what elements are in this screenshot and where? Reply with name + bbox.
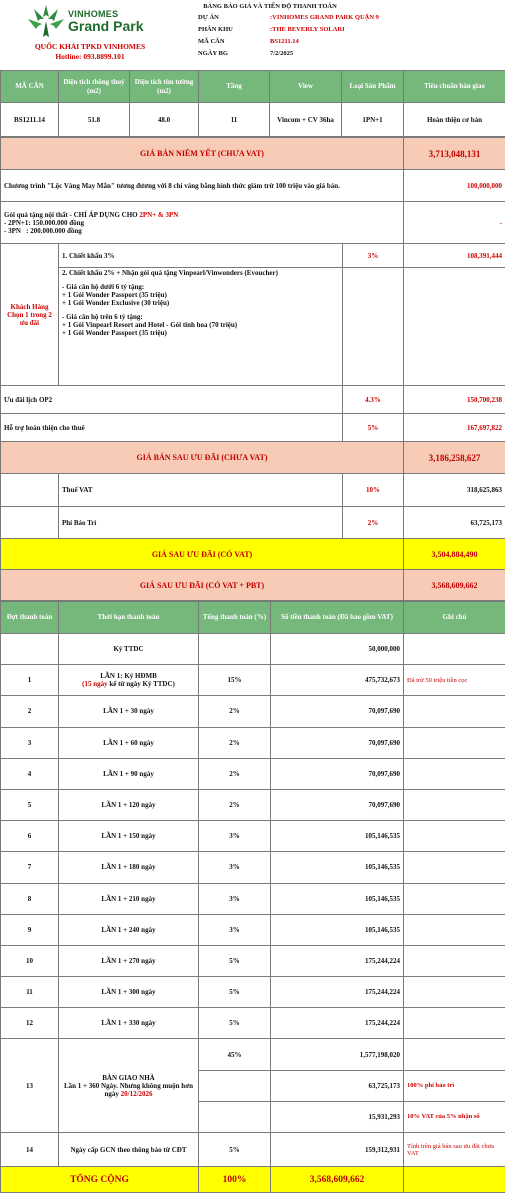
vat-value: 318,625,863 — [404, 474, 505, 507]
payment-schedule-table — [0, 601, 505, 1193]
header: VINHOMES Grand Park QUỐC KHẢI TPKD VINHOMES Hotline: 093.8899.101 BẢNG BÁO GIÁ VÀ TIẾN ĐỘ THANH TOÁN DỰ ÁN :VINHOMES GRAND PARK QUẬN 9 PHÂN KHU :THE BEVERLY SOLARI MÃ CĂN BS1211.14 NGÀY BG 7/2/2025 — [0, 0, 505, 70]
option-1-pct: 3% — [343, 244, 404, 268]
furniture-gift-text: Gói quà tặng nội thất - CHỈ ÁP DỤNG CHO 2PN+ & 3PN - 2PN+1: 150.000.000 đồng - 3PN : 200.000.000 đồng — [1, 202, 404, 244]
promo-gold-value: 100,000,000 — [404, 170, 505, 202]
price-with-vat-row — [1, 539, 505, 570]
deposit-row — [1, 634, 505, 665]
col-product-type: Loại Sản Phẩm — [342, 71, 404, 103]
option-2-text: 2. Chiết khấu 2% + Nhận gói quà tặng Vinpearl/Vinwonders (Evoucher) - Giá căn hộ dưới 6 tỷ tặng: + 1 Gói Wonder Passport (35 triệu) + 1 Gói Wonder Exclusive (30 triệu) - Giá căn hộ trên 6 tỷ tặng: + 1 Gói Vinpearl Resort and Hotel - Gói tinh hoa (70 triệu) + 1 Gói Wonder Passport (35 triệu) — [59, 268, 343, 386]
agency-hotline: Hotline: 093.8899.101 — [55, 52, 125, 61]
col-percent: Tổng thanh toán (%) — [199, 602, 271, 634]
leaf-logo-icon — [26, 3, 66, 41]
unit-spec-table — [0, 70, 505, 137]
spec-header-row — [1, 71, 505, 103]
col-floor: Tầng — [199, 71, 270, 103]
installment-row: 6 LẦN 1 + 150 ngày 3% 105,146,535 — [1, 821, 505, 852]
installment-row: 3 LẦN 1 + 60 ngày 2% 70,097,690 — [1, 727, 505, 758]
handover-vat-row: 15,931,293 10% VAT của 5% nhận sổ — [1, 1101, 505, 1132]
finish-value: 167,697,822 — [404, 414, 505, 442]
finish-pct: 5% — [343, 414, 404, 442]
promo-gold-text: Chương trình "Lộc Vàng May Mắn" tương đương với 8 chỉ vàng bằng hình thức giảm trừ 100 triệu vào giá bán. — [1, 170, 404, 202]
installment-row: 4 LẦN 1 + 90 ngày 2% 70,097,690 — [1, 758, 505, 789]
installment-row: 1 LẦN 1: Ký HĐMB (15 ngày kể từ ngày Ký TTDC) 15% 475,732,673 Đã trừ 50 triệu tiền cọc — [1, 665, 505, 696]
schedule-header-row — [1, 602, 505, 634]
rental-finish-row — [1, 414, 505, 442]
gift-highlight: 2PN+ & 3PN — [139, 210, 179, 219]
spec-data-row: BS1211.14 51.8 48.0 11 Vincom + CV 36ha 1PN+1 Hoàn thiện cơ bản — [1, 103, 505, 137]
brand-name-line1: VINHOMES — [68, 9, 119, 19]
installment-row: 12 LẦN 1 + 330 ngày 5% 175,244,224 — [1, 1008, 505, 1039]
col-view: View — [270, 71, 342, 103]
op2-pct: 4.3% — [343, 386, 404, 414]
after-discount-row — [1, 442, 505, 474]
certificate-row: 14 Ngày cấp GCN theo thông báo từ CĐT 5% 159,312,931 Tính trên giá bán sau ưu đãi chưa VAT — [1, 1133, 505, 1167]
total-row — [1, 1167, 505, 1193]
maintenance-value: 63,725,173 — [404, 507, 505, 539]
handover-label: BÀN GIAO NHÀ Lần 1 + 360 Ngày. Nhưng không muộn hơn ngày 20/12/2026 — [59, 1039, 199, 1133]
installment-row: 8 LẦN 1 + 210 ngày 3% 105,146,535 — [1, 883, 505, 914]
col-due: Thời hạn thanh toán — [59, 602, 199, 634]
finish-label: Hỗ trợ hoàn thiện cho thuê — [1, 414, 343, 442]
choice-label: Khách Hàng Chọn 1 trong 2 ưu đãi — [1, 244, 59, 386]
furniture-gift-value: - — [404, 202, 505, 244]
col-gross-area: Diện tích tim tường (m2) — [130, 71, 199, 103]
after-discount-label: GIÁ BÁN SAU ƯU ĐÃI (CHƯA VAT) — [1, 442, 404, 474]
agency-block — [20, 42, 160, 62]
col-note: Ghi chú — [404, 602, 505, 634]
brand-name-line2: Grand Park — [68, 18, 144, 34]
pricing-table — [0, 137, 505, 601]
installment-row: 11 LẦN 1 + 300 ngày 5% 175,244,224 — [1, 977, 505, 1008]
op2-value: 150,700,238 — [404, 386, 505, 414]
vat-row — [1, 474, 505, 507]
vat-label: Thuế VAT — [59, 474, 343, 507]
col-amount: Số tiền thanh toán (Đã bao gồm VAT) — [271, 602, 404, 634]
installment-row: 5 LẦN 1 + 120 ngày 2% 70,097,690 — [1, 789, 505, 820]
option-2-row — [1, 268, 505, 386]
installment-row: 10 LẦN 1 + 270 ngày 5% 175,244,224 — [1, 945, 505, 976]
list-price-value: 3,713,048,131 — [404, 138, 505, 170]
col-installment: Đợt thanh toán — [1, 602, 59, 634]
deposit-label: Ký TTDC — [59, 634, 199, 665]
option-1-text: 1. Chiết khấu 3% — [59, 244, 343, 268]
after-discount-value: 3,186,258,627 — [404, 442, 505, 474]
price-with-vat-pbt-value: 3,568,609,662 — [404, 570, 505, 601]
deposit-value: 50,000,000 — [271, 634, 404, 665]
handover-deadline: 20/12/2026 — [120, 1089, 153, 1098]
op2-label: Ưu đãi lịch OP2 — [1, 386, 343, 414]
price-with-vat-label: GIÁ SAU ƯU ĐÃI (CÓ VAT) — [1, 539, 404, 570]
vat-pct: 10% — [343, 474, 404, 507]
maintenance-pct: 2% — [343, 507, 404, 539]
price-with-vat-pbt-row — [1, 570, 505, 601]
installment-row: 9 LẦN 1 + 240 ngày 3% 105,146,535 — [1, 914, 505, 945]
furniture-gift-row — [1, 202, 505, 244]
price-with-vat-value: 3,504,884,490 — [404, 539, 505, 570]
op2-discount-row — [1, 386, 505, 414]
maintenance-fee-row — [1, 507, 505, 539]
total-pct: 100% — [199, 1167, 271, 1193]
installment-row: 2 LẦN 1 + 30 ngày 2% 70,097,690 — [1, 696, 505, 727]
document-title: BẢNG BÁO GIÁ VÀ TIẾN ĐỘ THANH TOÁN — [203, 3, 337, 10]
option-1-row — [1, 244, 505, 268]
vinhomes-logo — [22, 3, 142, 43]
installment-row: 7 LẦN 1 + 180 ngày 3% 105,146,535 — [1, 852, 505, 883]
list-price-row — [1, 138, 505, 170]
col-unit-code: MÃ CĂN — [1, 71, 59, 103]
price-with-vat-pbt-label: GIÁ SAU ƯU ĐÃI (CÓ VAT + PBT) — [1, 570, 404, 601]
total-label: TỔNG CỘNG — [1, 1167, 199, 1193]
option-1-value: 108,391,444 — [404, 244, 505, 268]
handover-row: 13 BÀN GIAO NHÀ Lần 1 + 360 Ngày. Nhưng không muộn hơn ngày 20/12/2026 45% 1,577,198,020 — [1, 1039, 505, 1070]
promo-gold-row — [1, 170, 505, 202]
list-price-label: GIÁ BÁN NIÊM YẾT (CHƯA VAT) — [1, 138, 404, 170]
total-value: 3,568,609,662 — [271, 1167, 404, 1193]
col-net-area: Diện tích thông thuỷ (m2) — [59, 71, 130, 103]
handover-fee-row: 63,725,173 100% phí bảo trì — [1, 1070, 505, 1101]
maintenance-label: Phí Bảo Trì — [59, 507, 343, 539]
col-handover-standard: Tiêu chuẩn bàn giao — [404, 71, 505, 103]
agency-name: QUỐC KHẢI TPKD VINHOMES — [34, 42, 146, 51]
